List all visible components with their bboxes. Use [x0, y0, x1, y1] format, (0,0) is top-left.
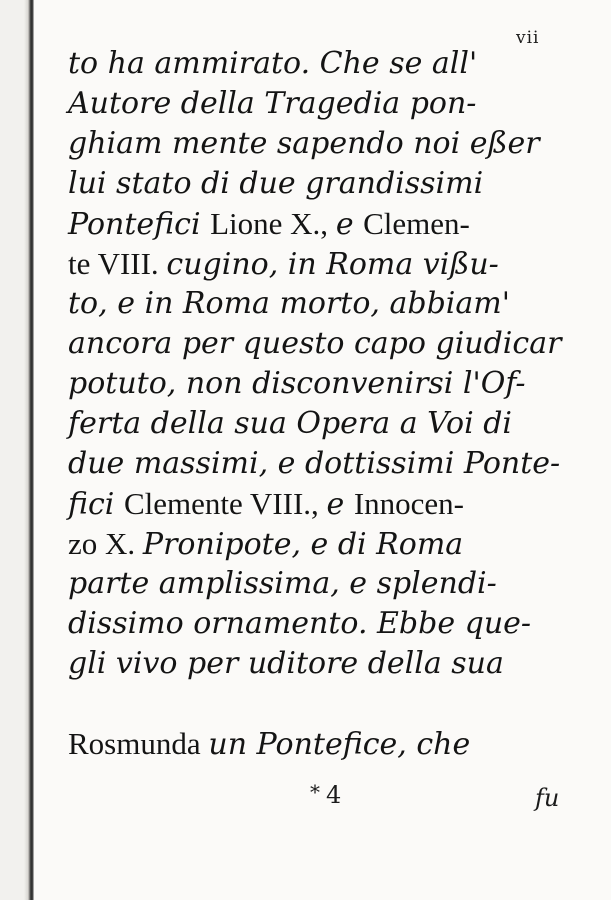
signature-mark	[310, 780, 341, 809]
line-text: due massimi, e dottissimi Ponte-	[68, 446, 561, 481]
text-line-15	[68, 604, 588, 644]
text-line-14	[68, 564, 588, 604]
line-text-roman: VIII.	[97, 246, 167, 281]
line-text: Autore della Tragedia pon-	[68, 86, 477, 121]
text-line-16	[68, 644, 588, 684]
line-text-roman: te	[68, 246, 98, 281]
line-text: dissimo ornamento. Ebbe que-	[68, 606, 532, 641]
line-text: lui stato di due grandissimi	[68, 166, 484, 201]
text-line-2	[68, 84, 588, 124]
line-text: e	[326, 487, 354, 522]
text-line-5	[68, 204, 588, 244]
line-text: fici	[68, 487, 124, 522]
line-text: ancora per questo capo giudicar	[68, 326, 562, 361]
text-line-9	[68, 364, 588, 404]
line-text: to ha ammirato. Che se all'	[68, 46, 478, 81]
line-text-roman: Clemen-	[363, 206, 470, 241]
line-text-roman: Lione X.,	[210, 206, 336, 241]
star-icon: *	[310, 780, 320, 804]
catchword: fu	[535, 784, 560, 812]
line-text-roman: Innocen-	[353, 486, 465, 521]
line-text: potuto, non disconvenirsi l'Of-	[68, 366, 526, 401]
text-line-3	[68, 124, 588, 164]
line-text: Pontefici	[68, 207, 211, 242]
line-text: cugino, in Roma vißu-	[166, 247, 499, 282]
text-line-6	[68, 244, 588, 284]
line-text: e	[335, 207, 364, 242]
text-line-17	[68, 724, 588, 764]
line-text-roman: zo X.	[68, 526, 143, 561]
line-text: un Pontefice, che	[208, 727, 471, 762]
line-text: ghiam mente sapendo noi eßer	[68, 126, 540, 161]
line-text: parte amplissima, e splendi-	[68, 566, 497, 601]
text-line-1	[68, 44, 588, 84]
line-text-roman: Rosmunda	[68, 726, 209, 761]
text-line-10	[68, 404, 588, 444]
text-line-11	[68, 444, 588, 484]
text-line-8	[68, 324, 588, 364]
page-number: vii	[516, 28, 540, 48]
line-text: ferta della sua Opera a Voi di	[68, 406, 513, 441]
line-text: to, e in Roma morto, abbiam'	[68, 286, 510, 321]
line-text: gli vivo per uditore della sua	[68, 646, 504, 681]
text-line-12	[68, 484, 588, 524]
line-text-roman: Clemente VIII.,	[123, 486, 327, 521]
text-line-7	[68, 284, 588, 324]
text-line-4	[68, 164, 588, 204]
binding-gutter	[0, 0, 34, 900]
line-text: Pronipote, e di Roma	[142, 527, 464, 562]
text-line-13	[68, 524, 588, 564]
signature-number: 4	[326, 781, 342, 809]
